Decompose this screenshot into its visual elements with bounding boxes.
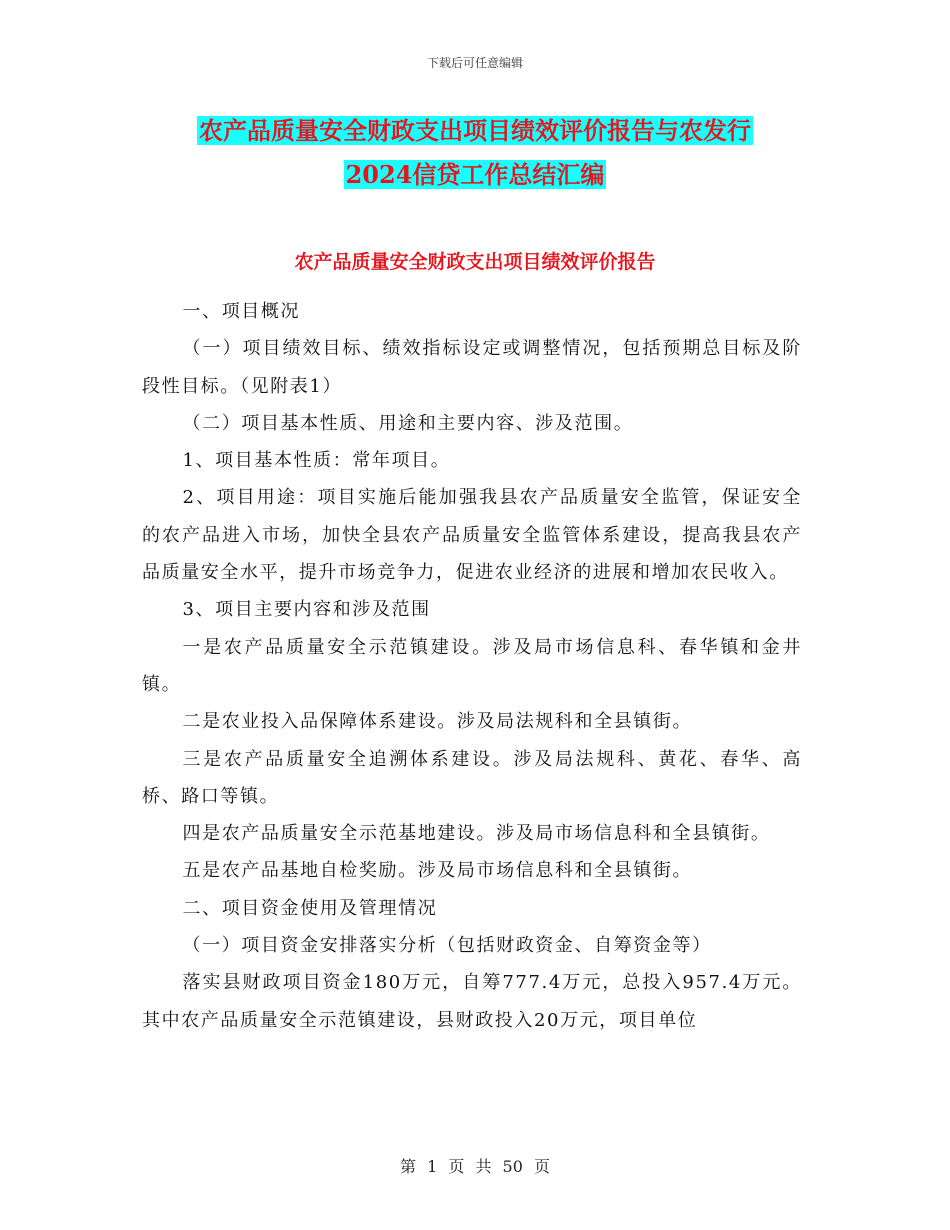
document-title-line-1 <box>140 114 810 148</box>
paragraph: 一、项目概况 <box>182 301 301 322</box>
paragraph: 二、项目资金使用及管理情况 <box>182 897 438 919</box>
page-number: 第 1 页 共 50 页 <box>400 1157 550 1176</box>
section-title: 农产品质量安全财政支出项目绩效评价报告 <box>294 251 656 273</box>
title-line-1-text: 农产品质量安全财政支出项目绩效评价报告与农发行 <box>199 116 751 145</box>
paragraph: 五是农产品基地自检奖励。涉及局市场信息科和全县镇街。 <box>182 860 693 882</box>
paragraph: （一）项目资金安排落实分析（包括财政资金、自筹资金等） <box>182 935 712 957</box>
paragraph: 四是农产品质量安全示范基地建设。涉及局市场信息科和全县镇街。 <box>182 823 771 845</box>
title-line-2-text: 2024信贷工作总结汇编 <box>345 160 605 189</box>
paragraph: 3、项目主要内容和涉及范围 <box>182 599 431 621</box>
paragraph: 落实县财政项目资金180万元，自筹777.4万元，总投入957.4万元。其中农产品质量安全示范镇建设，县财政投入20万元，项目单位 <box>142 972 802 1031</box>
header-note: 下载后可任意编辑 <box>426 56 523 70</box>
document-body <box>142 293 802 1039</box>
paragraph: 1、项目基本性质：常年项目。 <box>182 450 451 472</box>
paragraph: 三是农产品质量安全追溯体系建设。涉及局法规科、黄花、春华、高桥、路口等镇。 <box>142 748 802 807</box>
paragraph: （一）项目绩效目标、绩效指标设定或调整情况，包括预期总目标及阶段性目标。（见附表1） <box>142 338 802 397</box>
paragraph: 一是农产品质量安全示范镇建设。涉及局市场信息科、春华镇和金井镇。 <box>142 636 802 695</box>
paragraph: （二）项目基本性质、用途和主要内容、涉及范围。 <box>182 412 634 434</box>
paragraph: 二是农业投入品保障体系建设。涉及局法规科和全县镇街。 <box>182 711 693 733</box>
document-title-line-2 <box>140 158 810 192</box>
paragraph: 2、项目用途：项目实施后能加强我县农产品质量安全监管，保证安全的农产品进入市场，加快全县农产品质量安全监管体系建设，提高我县农产品质量安全水平，提升市场竞争力，促进农业经济的进展和增加农民收入。 <box>142 487 802 584</box>
